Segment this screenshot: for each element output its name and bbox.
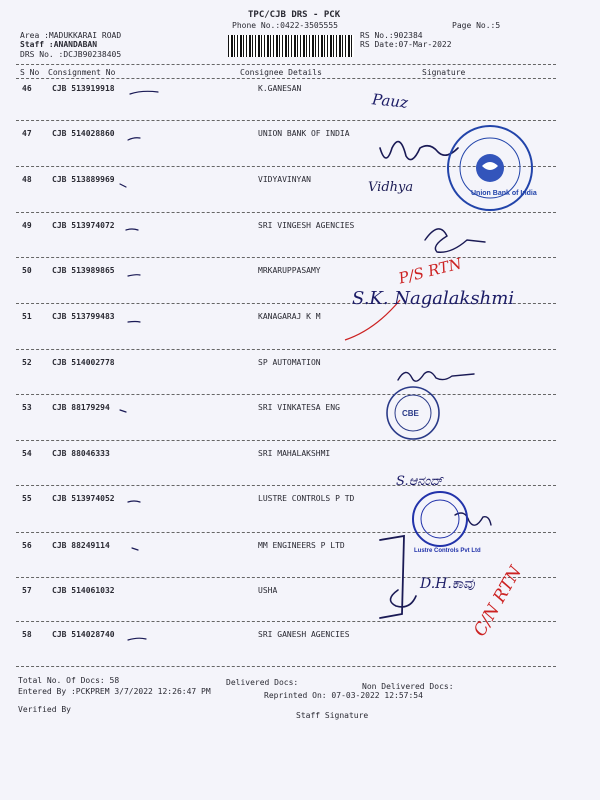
- table-row: [0, 403, 600, 423]
- verified-by: Verified By: [18, 705, 71, 714]
- table-row: [0, 449, 600, 469]
- handwriting-row51: S.K. Nagalakshmi: [352, 288, 515, 309]
- page-number: Page No.:5: [452, 21, 501, 30]
- drs-number: DRS No. :DCJB90238405: [20, 50, 122, 59]
- delivered-docs: Delivered Docs:: [226, 678, 299, 687]
- row-sno: 55: [22, 494, 32, 503]
- row-sno: 58: [22, 630, 32, 639]
- table-row: [0, 541, 600, 561]
- cbe-stamp-text: CBE: [402, 409, 419, 418]
- row-consignment-no: CJB 514028860: [52, 129, 115, 138]
- row-sno: 48: [22, 175, 32, 184]
- reprinted-on: Reprinted On: 07-03-2022 12:57:54: [264, 691, 423, 700]
- row-sno: 49: [22, 221, 32, 230]
- row-consignee: LUSTRE CONTROLS P TD: [258, 494, 355, 503]
- row-divider: [16, 440, 556, 441]
- barcode-image: [228, 35, 354, 57]
- row-divider: [16, 120, 556, 121]
- row-divider: [16, 577, 556, 578]
- table-row: [0, 84, 600, 104]
- table-row: [0, 221, 600, 241]
- rtn-mark-row50: P/S RTN: [396, 254, 464, 288]
- row-consignment-no: CJB 88179294: [52, 403, 110, 412]
- staff-field: Staff :ANANDABAN: [20, 40, 98, 49]
- row-consignment-no: CJB 88046333: [52, 449, 110, 458]
- row-divider: [16, 394, 556, 395]
- row-divider: [16, 257, 556, 258]
- row-divider: [16, 349, 556, 350]
- row-sno: 53: [22, 403, 32, 412]
- row-consignee: SP AUTOMATION: [258, 358, 321, 367]
- table-row: [0, 494, 600, 514]
- row-consignee: VIDYAVINYAN: [258, 175, 311, 184]
- rs-number: RS No.:902384: [360, 31, 423, 40]
- non-delivered-docs: Non Delivered Docs:: [362, 682, 454, 691]
- row-consignment-no: CJB 514028740: [52, 630, 115, 639]
- handwriting-row48: Vidhya: [368, 180, 414, 195]
- area-field: Area :MADUKKARAI ROAD: [20, 31, 122, 40]
- row-sno: 47: [22, 129, 32, 138]
- row-sno: 46: [22, 84, 32, 93]
- lustre-stamp-text: Lustre Controls Pvt Ltd: [414, 548, 481, 554]
- row-divider: [16, 532, 556, 533]
- row-consignee: USHA: [258, 586, 278, 595]
- table-row: [0, 129, 600, 149]
- union-bank-stamp-text: Union Bank of India: [471, 190, 537, 197]
- row-consignment-no: CJB 513974072: [52, 221, 115, 230]
- row-divider: [16, 212, 556, 213]
- handwriting-row46: Pauz: [371, 90, 409, 112]
- signature-row55b: [455, 513, 491, 525]
- row-sno: 57: [22, 586, 32, 595]
- row-divider: [16, 485, 556, 486]
- table-row: [0, 630, 600, 650]
- row-divider: [16, 166, 556, 167]
- col-signature: Signature: [422, 68, 466, 77]
- row-consignee: MM ENGINEERS P LTD: [258, 541, 345, 550]
- row-consignment-no: CJB 88249114: [52, 541, 110, 550]
- total-docs: Total No. Of Docs: 58: [18, 676, 120, 685]
- row-consignee: SRI VINGESH AGENCIES: [258, 221, 355, 230]
- row-consignee: SRI MAHALAKSHMI: [258, 449, 331, 458]
- row-consignment-no: CJB 514002778: [52, 358, 115, 367]
- row-sno: 52: [22, 358, 32, 367]
- handwriting-row55: S.ಆನಂದ್: [396, 474, 443, 489]
- row-consignment-no: CJB 513889969: [52, 175, 115, 184]
- table-row: [0, 358, 600, 378]
- entered-by: Entered By :PCKPREM 3/7/2022 12:26:47 PM: [18, 687, 211, 696]
- row-sno: 54: [22, 449, 32, 458]
- document-title: TPC/CJB DRS - PCK: [248, 10, 341, 20]
- row-consignment-no: CJB 513799483: [52, 312, 115, 321]
- row-consignee: SRI VINKATESA ENG: [258, 403, 340, 412]
- row-consignee: SRI GANESH AGENCIES: [258, 630, 350, 639]
- col-consignment: Consignment No: [48, 68, 116, 77]
- row-consignee: KANAGARAJ K M: [258, 312, 321, 321]
- phone-number: Phone No.:0422-3505555: [232, 21, 338, 30]
- col-sno: S No: [20, 68, 40, 77]
- header-rule-bottom: [16, 78, 556, 79]
- row-sno: 56: [22, 541, 32, 550]
- rs-date: RS Date:07-Mar-2022: [360, 40, 452, 49]
- row-consignment-no: CJB 513989865: [52, 266, 115, 275]
- row-consignment-no: CJB 513919918: [52, 84, 115, 93]
- row-consignee: MRKARUPPASAMY: [258, 266, 321, 275]
- row-sno: 51: [22, 312, 32, 321]
- rtn-mark-row58: C/N RTN: [470, 562, 527, 640]
- header-rule-top: [16, 64, 556, 65]
- row-sno: 50: [22, 266, 32, 275]
- row-consignee: K.GANESAN: [258, 84, 302, 93]
- table-row: [0, 312, 600, 332]
- staff-signature-label: Staff Signature: [296, 711, 369, 720]
- row-consignment-no: CJB 514061032: [52, 586, 115, 595]
- row-consignment-no: CJB 513974052: [52, 494, 115, 503]
- col-consignee: Consignee Details: [240, 68, 322, 77]
- handwriting-row57: D.H.ಕಾವು: [420, 576, 475, 592]
- row-consignee: UNION BANK OF INDIA: [258, 129, 350, 138]
- table-row: [0, 266, 600, 286]
- row-divider: [16, 666, 556, 667]
